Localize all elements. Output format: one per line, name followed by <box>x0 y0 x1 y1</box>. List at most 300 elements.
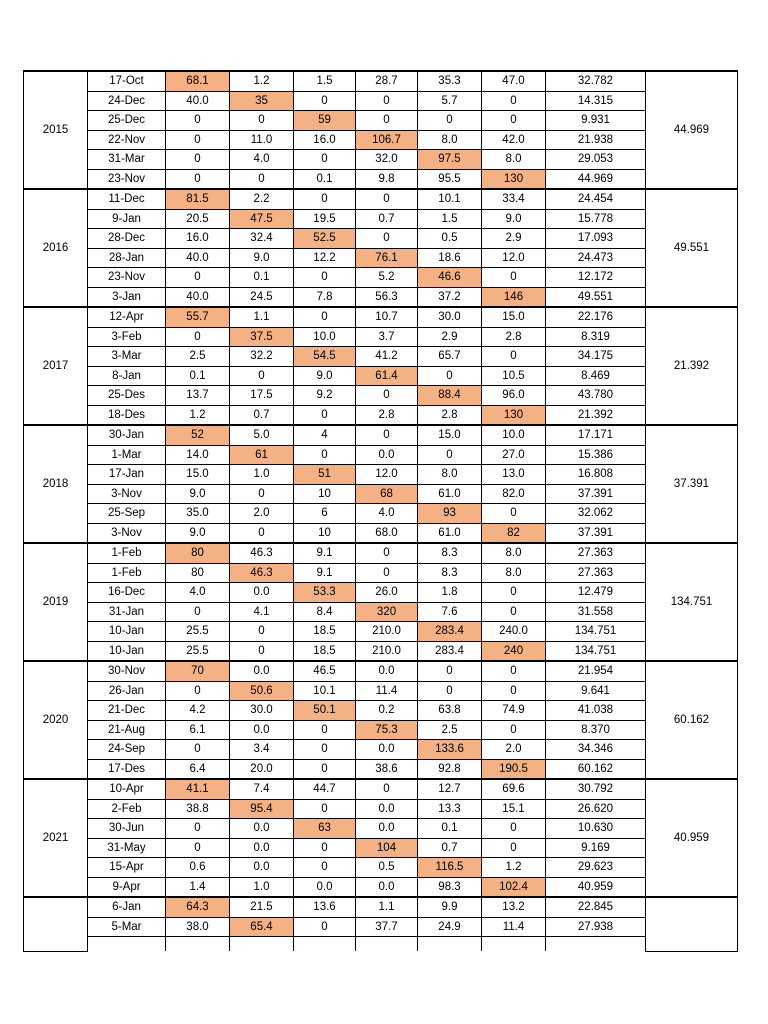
computed-value-cell: 8.370 <box>546 720 646 740</box>
value-cell: 0 <box>482 268 546 288</box>
value-cell: 75.3 <box>356 720 418 740</box>
value-cell: 56.3 <box>356 287 418 307</box>
value-cell: 10.1 <box>418 189 482 209</box>
table-row <box>24 641 738 661</box>
value-cell: 7.6 <box>418 602 482 622</box>
value-cell: 0 <box>418 681 482 701</box>
value-cell: 15.0 <box>482 307 546 327</box>
computed-value-cell: 32.782 <box>546 71 646 91</box>
computed-value-cell: 9.641 <box>546 681 646 701</box>
value-cell: 19.5 <box>294 209 356 229</box>
value-cell <box>482 937 546 952</box>
value-cell: 13.0 <box>482 465 546 485</box>
value-cell: 1.4 <box>166 877 230 897</box>
value-cell: 25.5 <box>166 622 230 642</box>
date-cell: 10-Apr <box>88 779 166 799</box>
value-cell: 102.4 <box>482 877 546 897</box>
value-cell: 0.1 <box>294 169 356 189</box>
value-cell: 25.5 <box>166 641 230 661</box>
computed-value-cell: 41.038 <box>546 701 646 721</box>
table-row <box>24 622 738 642</box>
table-row <box>24 897 738 917</box>
value-cell: 12.0 <box>482 248 546 268</box>
computed-value-cell: 21.954 <box>546 661 646 681</box>
value-cell: 93 <box>418 504 482 524</box>
date-cell: 3-Feb <box>88 327 166 347</box>
value-cell: 28.7 <box>356 71 418 91</box>
value-cell: 27.0 <box>482 445 546 465</box>
value-cell: 46.3 <box>230 563 294 583</box>
value-cell: 0 <box>294 759 356 779</box>
value-cell: 76.1 <box>356 248 418 268</box>
value-cell: 65.7 <box>418 347 482 367</box>
value-cell: 61 <box>230 445 294 465</box>
computed-value-cell: 37.391 <box>546 484 646 504</box>
computed-value-cell: 15.778 <box>546 209 646 229</box>
date-cell: 30-Jun <box>88 819 166 839</box>
date-cell: 3-Jan <box>88 287 166 307</box>
value-cell: 13.6 <box>294 897 356 917</box>
value-cell: 4.1 <box>230 602 294 622</box>
date-cell: 21-Dec <box>88 701 166 721</box>
value-cell: 0.7 <box>418 838 482 858</box>
value-cell: 210.0 <box>356 622 418 642</box>
value-cell: 0.0 <box>294 877 356 897</box>
value-cell: 0 <box>482 504 546 524</box>
annual-max-cell: 134.751 <box>646 543 738 661</box>
value-cell: 13.3 <box>418 799 482 819</box>
value-cell: 8.0 <box>482 543 546 563</box>
value-cell: 82.0 <box>482 484 546 504</box>
year-cell: 2017 <box>24 307 88 425</box>
value-cell: 61.0 <box>418 484 482 504</box>
table-row <box>24 71 738 91</box>
value-cell: 0 <box>356 229 418 249</box>
value-cell: 63 <box>294 819 356 839</box>
value-cell: 0.0 <box>356 799 418 819</box>
table-row <box>24 759 738 779</box>
value-cell: 95.4 <box>230 799 294 819</box>
value-cell: 18.5 <box>294 641 356 661</box>
value-cell: 0 <box>166 740 230 760</box>
date-cell: 16-Dec <box>88 583 166 603</box>
computed-value-cell: 134.751 <box>546 622 646 642</box>
value-cell: 35 <box>230 91 294 111</box>
value-cell: 68 <box>356 484 418 504</box>
date-cell: 28-Dec <box>88 229 166 249</box>
computed-value-cell: 34.175 <box>546 347 646 367</box>
value-cell: 30.0 <box>230 701 294 721</box>
table-row <box>24 799 738 819</box>
value-cell: 8.3 <box>418 563 482 583</box>
computed-value-cell: 34.346 <box>546 740 646 760</box>
value-cell: 61.0 <box>418 523 482 543</box>
value-cell: 11.4 <box>356 681 418 701</box>
value-cell: 11.4 <box>482 917 546 937</box>
value-cell: 20.0 <box>230 759 294 779</box>
value-cell: 0 <box>230 523 294 543</box>
table-row <box>24 307 738 327</box>
value-cell: 0.1 <box>166 366 230 386</box>
value-cell: 24.5 <box>230 287 294 307</box>
value-cell: 40.0 <box>166 91 230 111</box>
date-cell: 23-Nov <box>88 268 166 288</box>
value-cell: 15.0 <box>418 425 482 445</box>
value-cell: 30.0 <box>418 307 482 327</box>
table-row <box>24 347 738 367</box>
computed-value-cell: 21.938 <box>546 130 646 150</box>
value-cell: 0.0 <box>356 661 418 681</box>
value-cell: 24.9 <box>418 917 482 937</box>
table-row <box>24 425 738 445</box>
value-cell: 0.0 <box>230 819 294 839</box>
value-cell: 0 <box>418 445 482 465</box>
date-cell: 17-Oct <box>88 71 166 91</box>
value-cell: 0 <box>482 819 546 839</box>
value-cell: 82 <box>482 523 546 543</box>
date-cell: 30-Jan <box>88 425 166 445</box>
computed-value-cell: 17.093 <box>546 229 646 249</box>
value-cell: 0 <box>482 583 546 603</box>
value-cell: 3.7 <box>356 327 418 347</box>
value-cell: 12.7 <box>418 779 482 799</box>
value-cell: 32.0 <box>356 150 418 170</box>
computed-value-cell: 10.630 <box>546 819 646 839</box>
value-cell: 9.1 <box>294 543 356 563</box>
value-cell <box>356 937 418 952</box>
value-cell: 1.0 <box>230 465 294 485</box>
value-cell: 54.5 <box>294 347 356 367</box>
value-cell: 13.2 <box>482 897 546 917</box>
value-cell: 20.5 <box>166 209 230 229</box>
value-cell: 0.0 <box>356 445 418 465</box>
value-cell: 2.0 <box>482 740 546 760</box>
value-cell: 0 <box>356 111 418 131</box>
table-row <box>24 523 738 543</box>
value-cell: 0.6 <box>166 858 230 878</box>
value-cell: 0 <box>482 347 546 367</box>
computed-value-cell: 37.391 <box>546 523 646 543</box>
value-cell: 0 <box>294 268 356 288</box>
date-cell: 3-Mar <box>88 347 166 367</box>
value-cell: 1.5 <box>294 71 356 91</box>
value-cell: 4 <box>294 425 356 445</box>
value-cell: 0 <box>230 641 294 661</box>
value-cell: 0 <box>356 779 418 799</box>
value-cell: 4.0 <box>166 583 230 603</box>
table-row <box>24 602 738 622</box>
value-cell: 9.0 <box>166 523 230 543</box>
value-cell: 9.1 <box>294 563 356 583</box>
computed-value-cell: 29.623 <box>546 858 646 878</box>
value-cell: 0.0 <box>230 583 294 603</box>
value-cell: 41.1 <box>166 779 230 799</box>
date-cell: 30-Nov <box>88 661 166 681</box>
value-cell: 9.9 <box>418 897 482 917</box>
value-cell: 18.5 <box>294 622 356 642</box>
value-cell: 6 <box>294 504 356 524</box>
value-cell: 47.0 <box>482 71 546 91</box>
value-cell: 0.1 <box>230 268 294 288</box>
value-cell: 6.4 <box>166 759 230 779</box>
value-cell: 10.5 <box>482 366 546 386</box>
value-cell: 0.0 <box>230 858 294 878</box>
computed-value-cell <box>546 937 646 952</box>
annual-max-cell: 37.391 <box>646 425 738 543</box>
computed-value-cell: 27.938 <box>546 917 646 937</box>
value-cell: 2.0 <box>230 504 294 524</box>
value-cell: 10.7 <box>356 307 418 327</box>
value-cell: 133.6 <box>418 740 482 760</box>
value-cell: 51 <box>294 465 356 485</box>
date-cell: 18-Des <box>88 405 166 425</box>
value-cell: 1.2 <box>166 405 230 425</box>
computed-value-cell: 27.363 <box>546 543 646 563</box>
value-cell: 40.0 <box>166 248 230 268</box>
value-cell: 37.7 <box>356 917 418 937</box>
value-cell: 106.7 <box>356 130 418 150</box>
year-cell <box>24 897 88 951</box>
value-cell: 38.8 <box>166 799 230 819</box>
computed-value-cell: 27.363 <box>546 563 646 583</box>
computed-value-cell: 8.469 <box>546 366 646 386</box>
value-cell: 61.4 <box>356 366 418 386</box>
value-cell: 0 <box>166 602 230 622</box>
table-row <box>24 130 738 150</box>
date-cell: 5-Mar <box>88 917 166 937</box>
value-cell: 0.1 <box>418 819 482 839</box>
value-cell: 96.0 <box>482 386 546 406</box>
value-cell: 32.4 <box>230 229 294 249</box>
value-cell: 0 <box>294 917 356 937</box>
computed-value-cell: 16.808 <box>546 465 646 485</box>
value-cell: 9.0 <box>230 248 294 268</box>
value-cell: 0 <box>294 405 356 425</box>
value-cell: 8.0 <box>482 150 546 170</box>
value-cell: 0 <box>356 543 418 563</box>
computed-value-cell: 14.315 <box>546 91 646 111</box>
date-cell: 9-Apr <box>88 877 166 897</box>
date-cell: 3-Nov <box>88 484 166 504</box>
value-cell: 9.0 <box>294 366 356 386</box>
year-cell: 2020 <box>24 661 88 779</box>
value-cell: 53.3 <box>294 583 356 603</box>
table-row <box>24 838 738 858</box>
value-cell: 8.0 <box>482 563 546 583</box>
value-cell: 2.9 <box>418 327 482 347</box>
value-cell: 11.0 <box>230 130 294 150</box>
value-cell: 10 <box>294 484 356 504</box>
computed-value-cell: 9.931 <box>546 111 646 131</box>
computed-value-cell: 21.392 <box>546 405 646 425</box>
table-row <box>24 405 738 425</box>
value-cell: 104 <box>356 838 418 858</box>
value-cell: 14.0 <box>166 445 230 465</box>
date-cell: 31-Mar <box>88 150 166 170</box>
date-cell: 24-Sep <box>88 740 166 760</box>
value-cell: 0 <box>166 819 230 839</box>
date-cell: 9-Jan <box>88 209 166 229</box>
value-cell: 32.2 <box>230 347 294 367</box>
value-cell: 5.0 <box>230 425 294 445</box>
value-cell: 4.2 <box>166 701 230 721</box>
value-cell: 8.4 <box>294 602 356 622</box>
table-row <box>24 287 738 307</box>
value-cell: 13.7 <box>166 386 230 406</box>
value-cell: 190.5 <box>482 759 546 779</box>
computed-value-cell: 29.053 <box>546 150 646 170</box>
value-cell: 16.0 <box>166 229 230 249</box>
value-cell: 5.2 <box>356 268 418 288</box>
value-cell: 38.6 <box>356 759 418 779</box>
value-cell: 98.3 <box>418 877 482 897</box>
year-cell: 2016 <box>24 189 88 307</box>
value-cell: 0.0 <box>230 838 294 858</box>
date-cell: 2-Feb <box>88 799 166 819</box>
table-row <box>24 661 738 681</box>
value-cell: 6.1 <box>166 720 230 740</box>
value-cell: 10.0 <box>294 327 356 347</box>
value-cell: 9.2 <box>294 386 356 406</box>
table-row <box>24 819 738 839</box>
date-cell: 24-Dec <box>88 91 166 111</box>
value-cell: 50.6 <box>230 681 294 701</box>
value-cell: 0 <box>356 91 418 111</box>
date-cell: 26-Jan <box>88 681 166 701</box>
table-row <box>24 720 738 740</box>
annual-max-cell <box>646 897 738 951</box>
value-cell: 146 <box>482 287 546 307</box>
value-cell <box>294 937 356 952</box>
value-cell: 0 <box>166 111 230 131</box>
annual-max-cell: 44.969 <box>646 71 738 189</box>
value-cell: 50.1 <box>294 701 356 721</box>
value-cell: 2.2 <box>230 189 294 209</box>
value-cell: 0.0 <box>230 661 294 681</box>
date-cell: 6-Jan <box>88 897 166 917</box>
value-cell: 2.8 <box>482 327 546 347</box>
value-cell: 35.0 <box>166 504 230 524</box>
value-cell: 1.8 <box>418 583 482 603</box>
value-cell: 17.5 <box>230 386 294 406</box>
value-cell: 81.5 <box>166 189 230 209</box>
value-cell: 1.2 <box>482 858 546 878</box>
table-row <box>24 858 738 878</box>
value-cell: 7.8 <box>294 287 356 307</box>
value-cell: 1.0 <box>230 877 294 897</box>
value-cell: 0 <box>418 366 482 386</box>
value-cell: 37.5 <box>230 327 294 347</box>
value-cell: 130 <box>482 169 546 189</box>
value-cell: 0 <box>294 720 356 740</box>
table-row <box>24 327 738 347</box>
value-cell: 35.3 <box>418 71 482 91</box>
table-row <box>24 91 738 111</box>
value-cell: 40.0 <box>166 287 230 307</box>
date-cell: 17-Des <box>88 759 166 779</box>
value-cell: 0 <box>294 858 356 878</box>
value-cell: 0.0 <box>356 819 418 839</box>
table-row <box>24 465 738 485</box>
value-cell: 0 <box>482 838 546 858</box>
value-cell: 130 <box>482 405 546 425</box>
value-cell: 80 <box>166 563 230 583</box>
value-cell: 44.7 <box>294 779 356 799</box>
table-row <box>24 740 738 760</box>
value-cell: 0 <box>166 327 230 347</box>
rainfall-data-table <box>23 70 738 952</box>
value-cell: 0 <box>482 602 546 622</box>
computed-value-cell: 17.171 <box>546 425 646 445</box>
value-cell: 0 <box>230 169 294 189</box>
value-cell: 240.0 <box>482 622 546 642</box>
value-cell: 8.0 <box>418 465 482 485</box>
computed-value-cell: 40.959 <box>546 877 646 897</box>
value-cell: 5.7 <box>418 91 482 111</box>
table-row <box>24 268 738 288</box>
value-cell: 52.5 <box>294 229 356 249</box>
value-cell: 80 <box>166 543 230 563</box>
date-cell: 15-Apr <box>88 858 166 878</box>
value-cell <box>166 937 230 952</box>
value-cell <box>418 937 482 952</box>
value-cell: 320 <box>356 602 418 622</box>
value-cell: 68.1 <box>166 71 230 91</box>
date-cell: 8-Jan <box>88 366 166 386</box>
date-cell: 25-Sep <box>88 504 166 524</box>
date-cell: 25-Des <box>88 386 166 406</box>
computed-value-cell: 32.062 <box>546 504 646 524</box>
value-cell: 9.8 <box>356 169 418 189</box>
annual-max-cell: 21.392 <box>646 307 738 425</box>
value-cell: 0 <box>294 799 356 819</box>
value-cell: 37.2 <box>418 287 482 307</box>
value-cell: 0.0 <box>356 877 418 897</box>
value-cell: 1.1 <box>356 897 418 917</box>
date-cell: 17-Jan <box>88 465 166 485</box>
year-cell: 2021 <box>24 779 88 897</box>
table-row <box>24 248 738 268</box>
value-cell: 0 <box>230 111 294 131</box>
value-cell: 0.0 <box>230 720 294 740</box>
value-cell: 2.5 <box>166 347 230 367</box>
date-cell: 21-Aug <box>88 720 166 740</box>
value-cell: 4.0 <box>356 504 418 524</box>
value-cell: 283.4 <box>418 622 482 642</box>
computed-value-cell: 49.551 <box>546 287 646 307</box>
value-cell: 95.5 <box>418 169 482 189</box>
year-cell: 2018 <box>24 425 88 543</box>
computed-value-cell: 24.473 <box>546 248 646 268</box>
value-cell: 0 <box>294 740 356 760</box>
table-row <box>24 366 738 386</box>
value-cell: 10 <box>294 523 356 543</box>
value-cell: 47.5 <box>230 209 294 229</box>
computed-value-cell: 22.176 <box>546 307 646 327</box>
date-cell: 12-Apr <box>88 307 166 327</box>
value-cell: 7.4 <box>230 779 294 799</box>
value-cell: 0 <box>166 838 230 858</box>
value-cell: 0 <box>482 720 546 740</box>
computed-value-cell: 15.386 <box>546 445 646 465</box>
table-row <box>24 229 738 249</box>
value-cell: 65.4 <box>230 917 294 937</box>
value-cell: 69.6 <box>482 779 546 799</box>
value-cell: 16.0 <box>294 130 356 150</box>
value-cell: 2.9 <box>482 229 546 249</box>
value-cell: 59 <box>294 111 356 131</box>
value-cell <box>230 937 294 952</box>
